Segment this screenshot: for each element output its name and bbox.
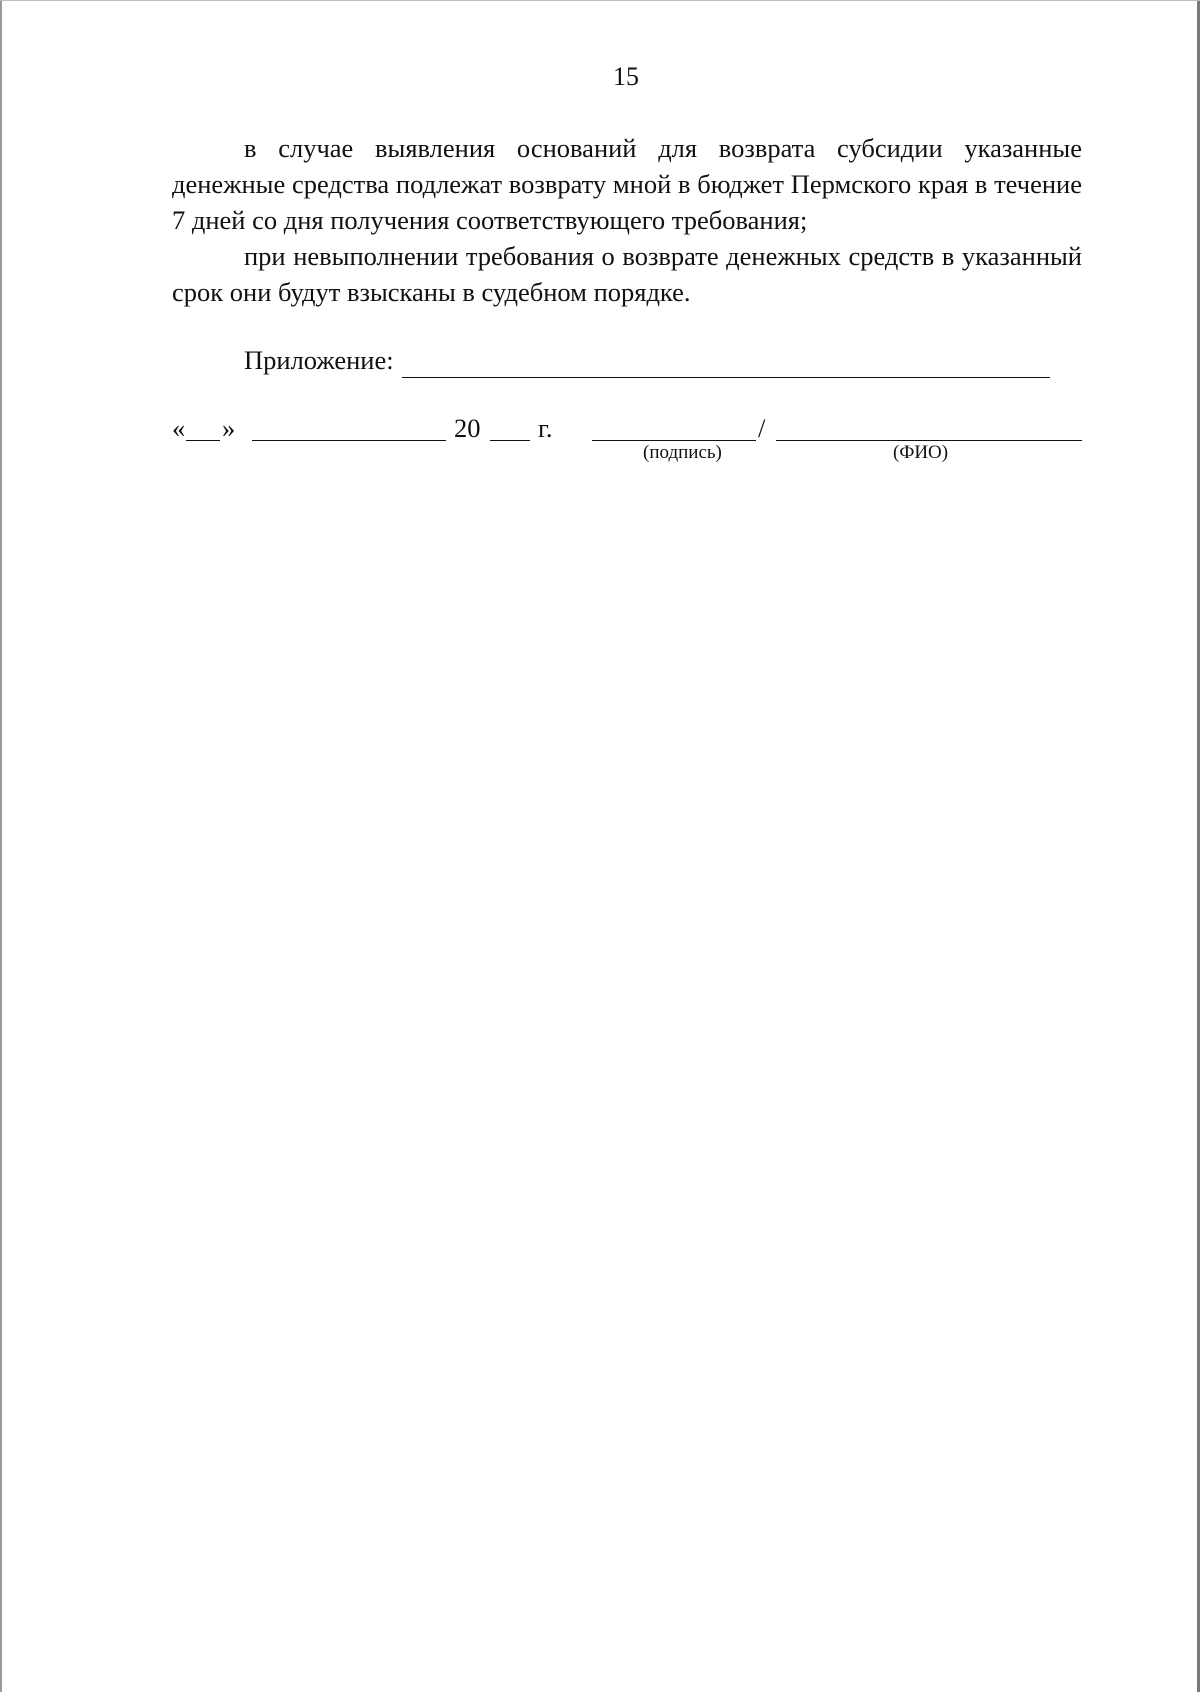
page-number: 15 (613, 62, 639, 91)
paragraph-court-recovery: при невыполнении требования о возврате денежных средств в указанный срок они будут взысканы в судебном порядке. (172, 241, 1082, 307)
name-blank-line[interactable] (776, 410, 1082, 441)
attachment-blank-line[interactable] (402, 347, 1050, 378)
date-close-quote: » (222, 413, 236, 443)
date-open-quote: « (172, 413, 186, 443)
scan-edge-top (0, 0, 1200, 1)
paragraph-refund-conditions: в случае выявления оснований для возврата субсидии указанные денежные средства подлежат возврату мной в бюджет Пермского края в течение 7 дней со дня получения соответствующего требования; (172, 133, 1082, 235)
name-caption: (ФИО) (893, 442, 949, 463)
attachment-row (244, 342, 1050, 378)
body-text (172, 130, 1082, 310)
month-blank-line[interactable] (252, 410, 446, 441)
attachment-label: Приложение: (244, 345, 394, 375)
signature-name-separator: / (758, 413, 766, 443)
year-prefix: 20 (454, 413, 481, 443)
year-suffix: г. (538, 413, 553, 443)
signature-blank-line[interactable] (592, 410, 756, 441)
day-blank-line[interactable] (186, 410, 220, 441)
scan-edge-left (0, 0, 2, 1692)
year-blank-line[interactable] (490, 410, 530, 441)
signature-caption: (подпись) (643, 442, 722, 463)
